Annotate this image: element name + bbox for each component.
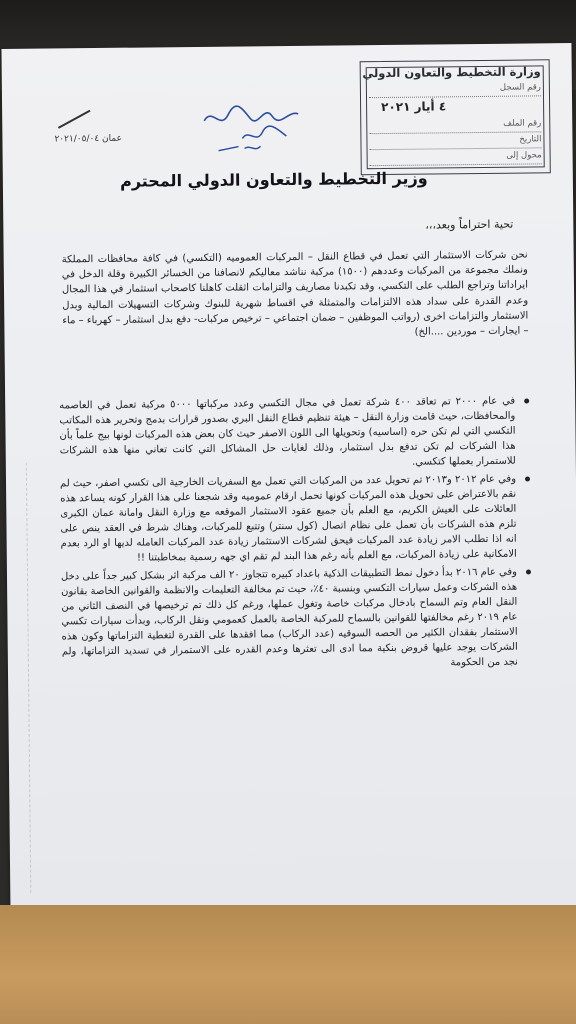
bullet-icon bbox=[524, 399, 529, 404]
list-item bbox=[59, 394, 530, 474]
letter-page bbox=[1, 43, 576, 917]
wooden-table-surface bbox=[0, 905, 576, 1024]
handwritten-signature bbox=[198, 100, 309, 159]
intro-paragraph: نحن شركات الاستثمار التي تعمل في قطاع النقل – المركبات العموميه (التكسي) في كافة محافظات المملكة ونملك مجموعة من المركبات وعددهم (١٥٠٠) مركبة نناشد معاليكم لانصافنا من الخسائر الكبيرة وقلة الدخل في ايراداتنا وتراجع الطلب على التكسي، وقد تكبدنا مصاريف والتزامات اثقلت كاهلنا كاصحاب استثمار في هذا المجال وعدم القدرة على سداد هذه الالتزامات والمتمثلة في اقساط شهرية للبنوك وشركات التسهيلات المالية وبدل الاستثمار والتزامات اخرى (رواتب الموظفين – ضمان اجتماعي – ترخيص مركبات- دفع بدل استثمار – كهرباء – ماء – ايجارات – موردين ....الخ) bbox=[61, 249, 529, 338]
list-item-text: في عام ٢٠٠٠ تم تعاقد ٤٠٠ شركة تعمل في مجال التكسي وعدد مركباتها ٥٠٠٠ مركبة تعمل في العاصمه والمحافظات، حيث قامت وزارة النقل – هيئة تنظيم قطاع النقل البري بصدور قرارات بدمج وتحرير هذه المكاتب التكسي التي لم تكن حره (اساسيه) وتحويلها الى اللون الاصفر حيث كان بعض هذه المركبات لونها بيج علماً بأن هذا الشركات لم تكن تدفع بدل استثمار، وذلك لغايات حل المشاكل التي كانت تعاني منها هذه الشركات للاستمرار بعملها كتكسي. bbox=[59, 395, 516, 468]
stamp-ministry-name: وزارة التخطيط والتعاون الدولي bbox=[362, 64, 541, 81]
bullet-icon bbox=[526, 569, 531, 574]
list-item-text: وفي عام ٢٠١٢ و٢٠١٣ تم تحويل عدد من المركبات التي تعمل مع السفريات الخارجية الى تكسي اصفر، حيث لم نقم بالاعتراض على تحويل هذه المركبات كونها تحمل ارقام عموميه وقد شجعنا على هذا القرار كونه يساعد هذه العائلات على العيش الكريم، مع العلم بأن جميع عقود الاستثمار الموقعه مع وزارة النقل وامانة عمان الكبرى تلزم هذه الشركات بأن تعمل على نظام اتصال (كول سنتر) وتتبع للمركبات، وهناك شرط في العقد ينص على انه اذا تطلب الامر زيادة عدد المركبات فيحق لشركات الاستثمار زيادة عدد المركبات العامله لديها او الرد بعدم الامكانية على زيادة المركبات، مع العلم بأنه رغم هذا البند لم تقم اي جهه رسمية بمخاطبتنا !! bbox=[59, 473, 517, 564]
greeting-line: تحية احتراماً وبعد،،، bbox=[425, 217, 514, 232]
page-fold-shadow bbox=[26, 463, 36, 893]
stamp-date-value: ٤ أيار ٢٠٢١ bbox=[381, 99, 447, 115]
list-item bbox=[61, 564, 532, 674]
list-item bbox=[60, 471, 531, 566]
list-item-text: وفي عام ٢٠١٦ بدأ دخول نمط التطبيقات الذكية باعداد كبيره تتجاوز ٢٠ الف مركبة اثر بشكل كبير جداً على دخل هذه الشركات وعمل سيارات التكسي وبنسبة ٤٠٪، حيث تم مخالفة التعليمات والانظمة والقوانين الخاصة بقانون النقل العام وتم السماح بادخال مركبات خاصة وتغول عملها، ورغم كل ذلك تم ترخيصها في النصف الثاني من عام ٢٠١٩ رغم مخالفتها للقوانين بالسماح للمركبة الخاصة بالعمل كعمومي ونقل الركاب، وبدأت سيارات تكسي الاستثمار بفقدان الكثير من الحصه السوقيه (عدد الركاب) مما افقدها على القدرة لتغطية التزاماتها وكون هذه الشركات يوجد عليها قروض بنكية مما ادى الى تعثرها وعدم القدره على الاستمرار في تسديد التزاماتها، ولم نجد من الحكومة bbox=[60, 566, 518, 669]
pen-mark bbox=[58, 110, 91, 129]
stamp-registry-row: رقم السجل bbox=[369, 82, 541, 98]
bullet-icon bbox=[525, 476, 530, 481]
outgoing-reference-date: عمان ٢٠٢١/٠٥/٠٤ bbox=[54, 133, 123, 145]
letter-heading: وزير التخطيط والتعاون الدولي المحترم bbox=[119, 168, 428, 191]
points-list bbox=[59, 394, 532, 678]
stamp-date-row: التاريخ bbox=[369, 134, 541, 150]
stamp-referred-row: محول إلى bbox=[370, 150, 542, 166]
stamp-file-row: رقم الملف bbox=[369, 118, 541, 134]
ministry-registry-stamp bbox=[360, 59, 551, 175]
